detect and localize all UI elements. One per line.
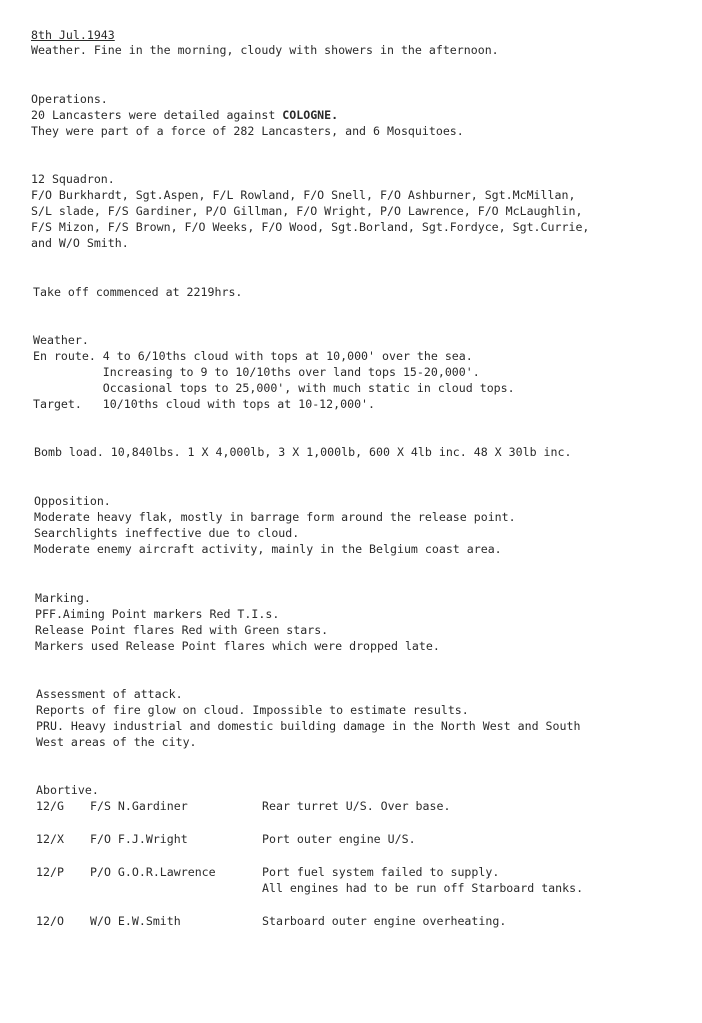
weather-line: Target. 10/10ths cloud with tops at 10-12,000'.	[33, 397, 376, 411]
assessment-heading: Assessment of attack.	[36, 687, 183, 701]
assessment-line: West areas of the city.	[36, 735, 197, 749]
takeoff-time: Take off commenced at 2219hrs.	[33, 285, 243, 299]
assessment-line: Reports of fire glow on cloud. Impossible to estimate results.	[36, 703, 469, 717]
marking-heading: Marking.	[35, 591, 91, 605]
bomb-load: Bomb load. 10,840lbs. 1 X 4,000lb, 3 X 1,000lb, 600 X 4lb inc. 48 X 30lb inc.	[34, 445, 572, 459]
abort-reason: Rear turret U/S. Over base.	[262, 799, 451, 813]
weather-line: Occasional tops to 25,000', with much static in cloud tops.	[33, 381, 515, 395]
squadron-line: F/O Burkhardt, Sgt.Aspen, F/L Rowland, F/O Snell, F/O Ashburner, Sgt.McMillan,	[31, 188, 576, 202]
aircraft-code: 12/X	[36, 832, 64, 846]
squadron-heading: 12 Squadron.	[31, 172, 115, 186]
opposition-heading: Opposition.	[34, 494, 111, 508]
abort-reason: Port outer engine U/S.	[262, 832, 416, 846]
operations-line-1-prefix: 20 Lancasters were detailed against	[31, 108, 283, 122]
crew-name: P/O G.O.R.Lawrence	[90, 865, 216, 879]
opposition-line: Moderate enemy aircraft activity, mainly in the Belgium coast area.	[34, 542, 502, 556]
assessment-line: PRU. Heavy industrial and domestic building damage in the North West and South	[36, 719, 581, 733]
weather-heading: Weather.	[33, 333, 89, 347]
weather-summary: Weather. Fine in the morning, cloudy with showers in the afternoon.	[31, 43, 499, 57]
marking-line: Markers used Release Point flares which were dropped late.	[35, 639, 440, 653]
weather-line: En route. 4 to 6/10ths cloud with tops at 10,000' over the sea.	[33, 349, 473, 363]
opposition-line: Searchlights ineffective due to cloud.	[34, 526, 300, 540]
entry-date: 8th Jul.1943	[31, 28, 115, 42]
abort-reason: Port fuel system failed to supply.	[262, 865, 500, 879]
crew-name: F/O F.J.Wright	[90, 832, 188, 846]
aircraft-code: 12/G	[36, 799, 64, 813]
aircraft-code: 12/P	[36, 865, 64, 879]
aircraft-code: 12/O	[36, 914, 64, 928]
marking-line: Release Point flares Red with Green stars.	[35, 623, 329, 637]
weather-line: Increasing to 9 to 10/10ths over land tops 15-20,000'.	[33, 365, 480, 379]
opposition-line: Moderate heavy flak, mostly in barrage form around the release point.	[34, 510, 516, 524]
squadron-line: and W/O Smith.	[31, 236, 129, 250]
squadron-line: F/S Mizon, F/S Brown, F/O Weeks, F/O Wood, Sgt.Borland, Sgt.Fordyce, Sgt.Currie,	[31, 220, 590, 234]
crew-name: W/O E.W.Smith	[90, 914, 181, 928]
operations-target: COLOGNE.	[282, 108, 339, 122]
marking-line: PFF.Aiming Point markers Red T.I.s.	[35, 607, 280, 621]
abort-reason: Starboard outer engine overheating.	[262, 914, 507, 928]
operations-line-2: They were part of a force of 282 Lancasters, and 6 Mosquitoes.	[31, 124, 464, 138]
squadron-line: S/L slade, F/S Gardiner, P/O Gillman, F/O Wright, P/O Lawrence, F/O McLaughlin,	[31, 204, 583, 218]
operations-heading: Operations.	[31, 92, 108, 106]
abortive-heading: Abortive.	[36, 783, 99, 797]
operations-line-1	[31, 107, 338, 123]
crew-name: F/S N.Gardiner	[90, 799, 188, 813]
abort-reason-continued: All engines had to be run off Starboard tanks.	[262, 881, 584, 895]
